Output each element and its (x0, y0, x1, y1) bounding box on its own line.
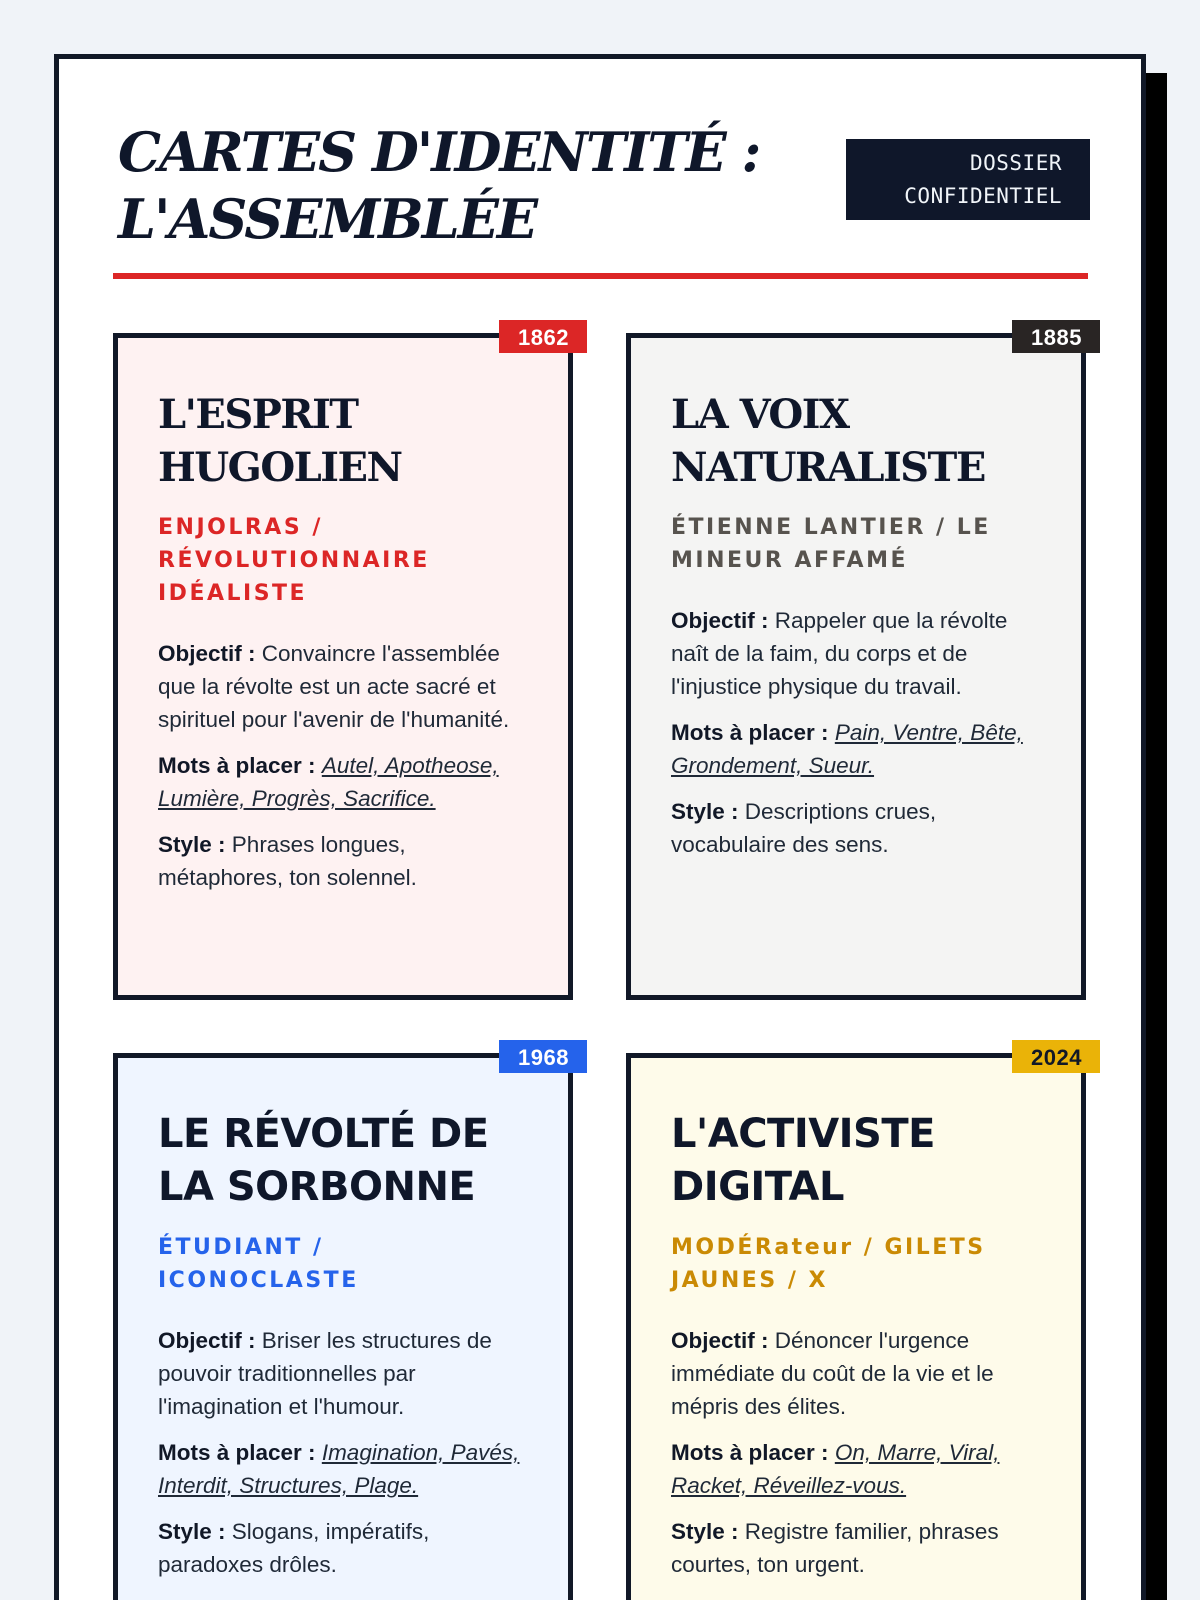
objective-text: Convaincre l'assemblée que la révolte est un acte sacré et spirituel pour l'avenir de l'humanité. (158, 641, 510, 732)
style-text: Registre familier, phrases courtes, ton urgent. (671, 1519, 999, 1577)
confidential-badge-line-1: DOSSIER (969, 151, 1062, 175)
words-text: Imagination, Pavés, Interdit, Structures, Plage. (158, 1440, 520, 1498)
title-divider (113, 273, 1088, 279)
page-title-line-2: L'ASSEMBLÉE (118, 187, 537, 251)
objective-label: Objectif : (671, 608, 769, 633)
objective-text: Rappeler que la révolte naît de la faim, du corps et de l'injustice physique du travail. (671, 608, 1008, 699)
objective-label: Objectif : (671, 1328, 769, 1353)
card-role: MODÉRateur / GILETS JAUNES / X (671, 1235, 986, 1293)
page-title-line-1: CARTES D'IDENTITÉ : (118, 120, 760, 184)
document-header (118, 119, 1090, 279)
words-label: Mots à placer : (158, 1440, 316, 1465)
card-words (158, 1436, 530, 1502)
card-objective (671, 1324, 1043, 1423)
card-title: L'ESPRIT HUGOLIEN (158, 391, 402, 491)
card-year-badge: 1885 (1012, 320, 1100, 353)
card-role: ÉTUDIANT / ICONOCLASTE (158, 1235, 359, 1293)
card-objective (158, 637, 530, 736)
style-text: Descriptions crues, vocabulaire des sens. (671, 799, 937, 857)
words-text: On, Marre, Viral, Racket, Réveillez-vous. (671, 1440, 1000, 1498)
words-label: Mots à placer : (671, 720, 829, 745)
card-words (671, 1436, 1043, 1502)
card-style (158, 1515, 530, 1581)
card-role: ÉTIENNE LANTIER / LE MINEUR AFFAMÉ (671, 515, 991, 573)
identity-card-hugolien (113, 325, 573, 1000)
card-role: ENJOLRAS / RÉVOLUTIONNAIRE IDÉALISTE (158, 515, 430, 606)
objective-label: Objectif : (158, 1328, 256, 1353)
confidential-badge (846, 139, 1090, 220)
card-title: LA VOIX NATURALISTE (671, 391, 985, 491)
card-year-badge: 2024 (1012, 1040, 1100, 1073)
card-title: L'ACTIVISTE DIGITAL (671, 1111, 935, 1210)
words-text: Pain, Ventre, Bête, Grondement, Sueur. (671, 720, 1023, 778)
card-words (671, 716, 1043, 782)
confidential-badge-line-2: CONFIDENTIEL (904, 184, 1062, 208)
objective-label: Objectif : (158, 641, 256, 666)
page-title (118, 119, 838, 253)
identity-card-naturaliste (626, 325, 1086, 1000)
card-title: LE RÉVOLTÉ DE LA SORBONNE (158, 1111, 489, 1210)
card-objective (158, 1324, 530, 1423)
objective-text: Briser les structures de pouvoir traditionnelles par l'imagination et l'humour. (158, 1328, 492, 1419)
card-words (158, 749, 530, 815)
style-label: Style : (158, 832, 226, 857)
objective-text: Dénoncer l'urgence immédiate du coût de la vie et le mépris des élites. (671, 1328, 994, 1419)
style-label: Style : (158, 1519, 226, 1544)
card-objective (671, 604, 1043, 703)
style-text: Phrases longues, métaphores, ton solennel. (158, 832, 417, 890)
words-label: Mots à placer : (158, 753, 316, 778)
words-label: Mots à placer : (671, 1440, 829, 1465)
style-text: Slogans, impératifs, paradoxes drôles. (158, 1519, 430, 1577)
card-style (671, 795, 1043, 861)
card-year-badge: 1968 (499, 1040, 587, 1073)
identity-card-digital (626, 1045, 1086, 1600)
style-label: Style : (671, 799, 739, 824)
card-style (158, 828, 530, 894)
card-style (671, 1515, 1043, 1581)
words-text: Autel, Apotheose, Lumière, Progrès, Sacrifice. (158, 753, 499, 811)
identity-card-sorbonne (113, 1045, 573, 1600)
style-label: Style : (671, 1519, 739, 1544)
card-year-badge: 1862 (499, 320, 587, 353)
